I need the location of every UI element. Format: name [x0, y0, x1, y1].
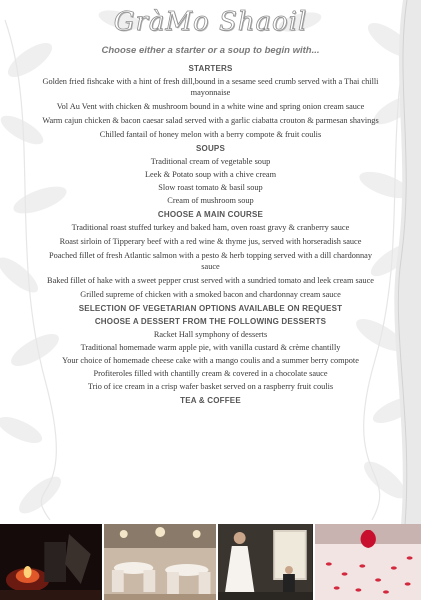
starters-heading: STARTERS: [188, 64, 233, 73]
tea-coffee-heading: TEA & COFFEE: [180, 396, 241, 405]
desserts-heading: CHOOSE A DESSERT FROM THE FOLLOWING DESSERTS: [94, 317, 327, 326]
rose-petals-photo: [315, 524, 421, 600]
tagline: Choose either a starter or a soup to begin with...: [101, 45, 320, 56]
starter-item: Warm cajun chicken & bacon caesar salad served with a garlic ciabatta crouton & parmesan shavings: [42, 116, 379, 125]
soup-item: Cream of mushroom soup: [167, 196, 254, 205]
soups-heading: SOUPS: [195, 144, 225, 153]
starter-item: Golden fried fishcake with a hint of fresh dill,bound in a sesame seed crumb served with a Thai chilli mayonnaise: [42, 77, 379, 97]
main-course-item: Roast sirloin of Tipperary beef with a red wine & thyme jus, served with horseradish sauce: [59, 237, 362, 246]
main-course-item: Baked fillet of hake with a sweet pepper crust served with a sundried tomato and leek cream sauce: [47, 276, 374, 285]
banquet-hall-photo: [104, 524, 218, 600]
restaurant-logo: GràMo Shaoil: [113, 7, 308, 37]
vegetarian-heading: SELECTION OF VEGETARIAN OPTIONS AVAILABLE ON REQUEST: [78, 304, 343, 313]
photo-strip: [0, 524, 421, 600]
soup-item: Traditional cream of vegetable soup: [150, 157, 271, 166]
main-course-item: Grilled supreme of chicken with a smoked bacon and chardonnay cream sauce: [80, 290, 341, 299]
main-course-heading: CHOOSE A MAIN COURSE: [157, 210, 264, 219]
main-course-item: Traditional roast stuffed turkey and baked ham, oven roast gravy & cranberry sauce: [71, 223, 350, 232]
candle-photo: [0, 524, 104, 600]
dessert-item: Profiteroles filled with chantilly cream & covered in a chocolate sauce: [93, 369, 328, 378]
dessert-item: Your choice of homemade cheese cake with a mango coulis and a summer berry compote: [62, 356, 359, 365]
dessert-item: Traditional homemade warm apple pie, with vanilla custard & crème chantilly: [80, 343, 341, 352]
bride-photo: [218, 524, 315, 600]
soup-item: Leek & Potato soup with a chive cream: [144, 170, 277, 179]
starter-item: Vol Au Vent with chicken & mushroom bound in a white wine and spring onion cream sauce: [56, 102, 365, 111]
starter-item: Chilled fantail of honey melon with a berry compote & fruit coulis: [99, 130, 322, 139]
main-course-item: Poached fillet of fresh Atlantic salmon with a pesto & herb topping served with a dill chardonnay sauce: [48, 251, 373, 271]
dessert-item: Trio of ice cream in a crisp wafer basket served on a raspberry fruit coulis: [87, 382, 334, 391]
dessert-item: Racket Hall symphony of desserts: [153, 330, 268, 339]
soup-item: Slow roast tomato & basil soup: [158, 183, 263, 192]
